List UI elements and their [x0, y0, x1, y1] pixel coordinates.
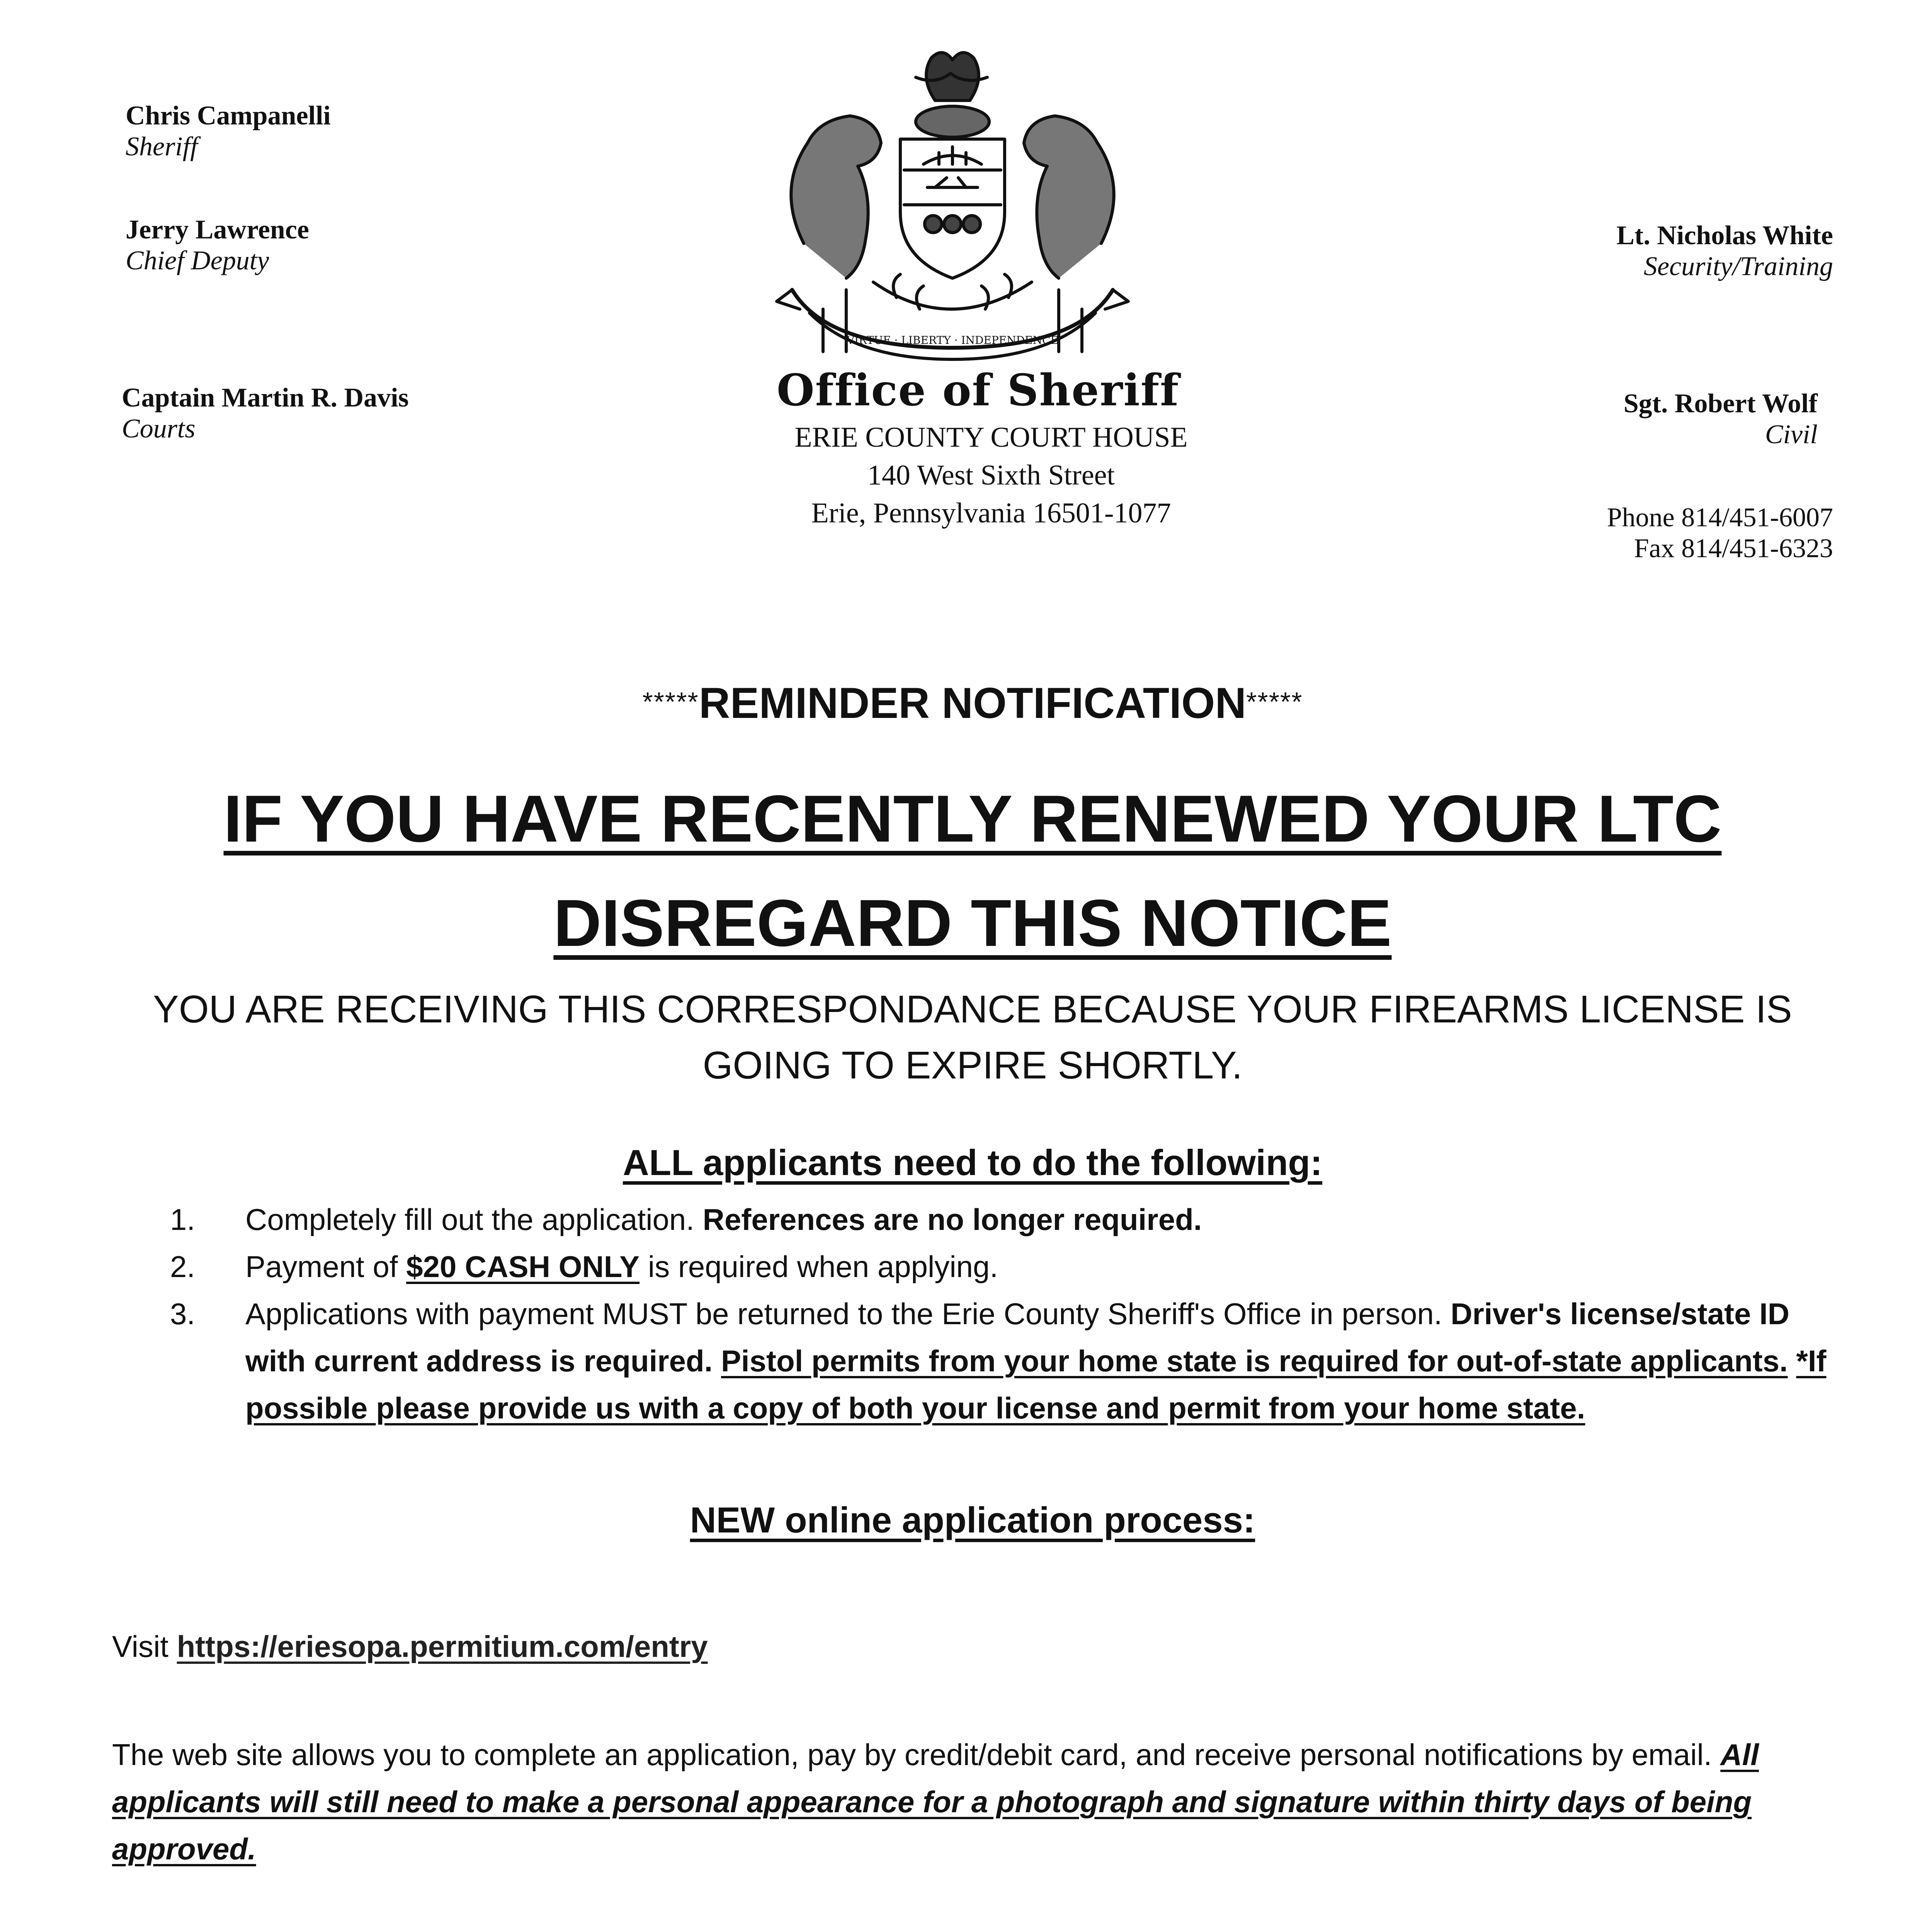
address-line-1: ERIE COUNTY COURT HOUSE: [794, 422, 1188, 453]
list-bold-underlined: $20 CASH ONLY: [406, 1250, 640, 1284]
online-heading-wrap: [0, 1499, 1932, 1541]
address-line-3: Erie, Pennsylvania 16501-1077: [811, 497, 1171, 529]
list-number: 3.: [170, 1297, 196, 1331]
staff-name: Sgt. Robert Wolf: [1623, 389, 1818, 418]
list-text: Completely fill out the application.: [245, 1202, 694, 1236]
staff-block-sergeant: [1624, 388, 1818, 450]
visit-line: [112, 1623, 1835, 1670]
headline-line-2: DISREGARD THIS NOTICE: [553, 886, 1392, 960]
list-item: [170, 1196, 1832, 1243]
staff-name: Lt. Nicholas White: [1616, 221, 1833, 250]
staff-block-sheriff: [126, 100, 331, 162]
online-heading: NEW online application process:: [690, 1500, 1255, 1540]
list-text: Applications with payment MUST be returned to the Erie County Sheriff's Office in person.: [245, 1297, 1442, 1331]
staff-block-chief-deputy: [126, 214, 309, 276]
list-item: [170, 1243, 1832, 1290]
requirements-heading-wrap: [0, 1142, 1932, 1184]
staff-name: Chris Campanelli: [126, 101, 331, 131]
visit-label: Visit: [112, 1629, 177, 1663]
reminder-text: REMINDER NOTIFICATION: [699, 679, 1247, 727]
staff-title: Security/Training: [1644, 252, 1833, 281]
list-bold-text: References are no longer required.: [702, 1202, 1202, 1236]
reminder-stars-left: *****: [642, 687, 699, 717]
list-bold-underlined-2: *If possible please provide us with a copy of both your license and permit from your home state.: [245, 1344, 1827, 1425]
website-paragraph: [112, 1731, 1835, 1872]
contact-block: [1607, 502, 1833, 564]
staff-title: Chief Deputy: [126, 246, 269, 276]
appearance-requirement: All applicants will still need to make a personal appearance for a photograph and signature within thirty days of being approved.: [112, 1738, 1759, 1866]
staff-block-lieutenant: [1616, 220, 1833, 282]
subhead-line-2: GOING TO EXPIRE SHORTLY.: [702, 1044, 1243, 1087]
list-bold-underlined: Pistol permits from your home state is required for out-of-state applicants.: [721, 1344, 1788, 1378]
requirements-heading: ALL applicants need to do the following:: [622, 1142, 1323, 1183]
subhead-line-1: YOU ARE RECEIVING THIS CORRESPONDANCE BECAUSE YOUR FIREARMS LICENSE IS: [153, 988, 1792, 1031]
reminder-heading: [0, 678, 1932, 728]
svg-text:VIRTUE · LIBERTY · INDEPENDENC: VIRTUE · LIBERTY · INDEPENDENCE: [847, 334, 1058, 347]
staff-name: Captain Martin R. Davis: [122, 383, 409, 413]
headline-line-1: IF YOU HAVE RECENTLY RENEWED YOUR LTC: [223, 782, 1722, 856]
pennsylvania-seal-icon: [734, 43, 1171, 383]
headline-line-1-wrap: [0, 781, 1932, 857]
list-text-post: is required when applying.: [639, 1250, 998, 1284]
list-text-pre: Payment of: [245, 1250, 406, 1284]
staff-block-captain: [122, 383, 409, 444]
office-title: Office of Sheriff: [777, 365, 1180, 416]
website-text: The web site allows you to complete an application, pay by credit/debit card, and receive personal notifications by email.: [112, 1738, 1712, 1772]
staff-title: Sheriff: [126, 132, 198, 162]
list-number: 1.: [170, 1202, 196, 1236]
staff-name: Jerry Lawrence: [126, 215, 309, 245]
address-line-2: 140 West Sixth Street: [867, 459, 1115, 491]
fax-number: Fax 814/451-6323: [1634, 534, 1833, 563]
requirements-list: [170, 1196, 1832, 1432]
staff-title: Courts: [122, 414, 196, 444]
permit-url-link[interactable]: https://eriesopa.permitium.com/entry: [177, 1629, 708, 1663]
list-number: 2.: [170, 1250, 196, 1284]
staff-title: Civil: [1765, 420, 1818, 449]
reminder-stars-right: *****: [1246, 687, 1303, 717]
mail-in-paragraph: [112, 1930, 1835, 1932]
headline-line-2-wrap: [0, 885, 1932, 961]
list-bold-text: Driver's license/state ID with current address is required.: [245, 1297, 1790, 1378]
list-item: [170, 1290, 1832, 1432]
phone-number: Phone 814/451-6007: [1607, 503, 1833, 532]
